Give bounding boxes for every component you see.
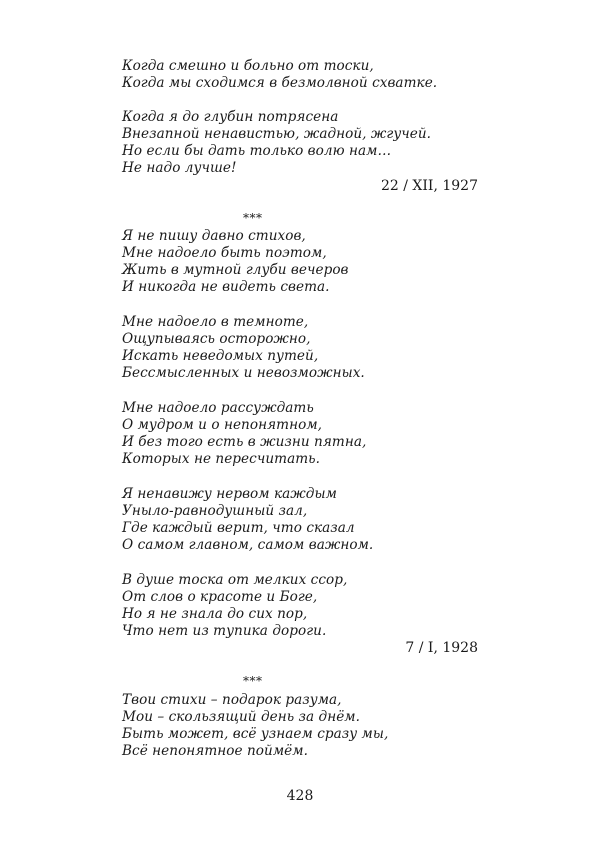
verse-line: Мои – скользящий день за днём. <box>122 709 361 725</box>
verse-line: Где каждый верит, что сказал <box>122 520 355 536</box>
verse-line: Мне надоело в темноте, <box>122 314 309 330</box>
verse-line: Твои стихи – подарок разума, <box>122 692 342 708</box>
verse-line: Но я не знала до сих пор, <box>122 606 308 622</box>
poem-date: 7 / I, 1928 <box>405 640 478 656</box>
verse-line: Бессмысленных и невозможных. <box>122 365 365 381</box>
verse-line: От слов о красоте и Боге, <box>122 589 318 605</box>
verse-line: Быть может, всё узнаем сразу мы, <box>122 726 389 742</box>
verse-line: Которых не пересчитать. <box>122 451 320 467</box>
verse-line: Я ненавижу нервом каждым <box>122 486 337 502</box>
verse-line: И никогда не видеть света. <box>122 279 330 295</box>
verse-line: Мне надоело рассуждать <box>122 400 314 416</box>
verse-line: Мне надоело быть поэтом, <box>122 245 327 261</box>
verse-line: Когда смешно и больно от тоски, <box>122 58 374 74</box>
section-separator: *** <box>243 674 263 688</box>
verse-line: О самом главном, самом важном. <box>122 537 374 553</box>
verse-line: Уныло-равнодушный зал, <box>122 503 308 519</box>
section-separator: *** <box>243 211 263 225</box>
page-number: 428 <box>286 788 314 804</box>
verse-line: Когда я до глубин потрясена <box>122 109 339 125</box>
verse-line: Я не пишу давно стихов, <box>122 228 306 244</box>
verse-line: Когда мы сходимся в безмолвной схватке. <box>122 75 438 91</box>
verse-line: Искать неведомых путей, <box>122 348 319 364</box>
verse-line: Но если бы дать только волю нам… <box>122 143 392 159</box>
verse-line: И без того есть в жизни пятна, <box>122 434 367 450</box>
verse-line: Всё непонятное поймём. <box>122 743 308 759</box>
verse-line: В душе тоска от мелких ссор, <box>122 572 348 588</box>
verse-line: О мудром и о непонятном, <box>122 417 323 433</box>
verse-line: Ощупываясь осторожно, <box>122 331 311 347</box>
verse-line: Не надо лучше! <box>122 160 237 176</box>
verse-line: Внезапной ненавистью, жадной, жгучей. <box>122 126 432 142</box>
verse-line: Жить в мутной глуби вечеров <box>122 262 349 278</box>
poem-date: 22 / XII, 1927 <box>381 178 478 194</box>
verse-line: Что нет из тупика дороги. <box>122 623 327 639</box>
